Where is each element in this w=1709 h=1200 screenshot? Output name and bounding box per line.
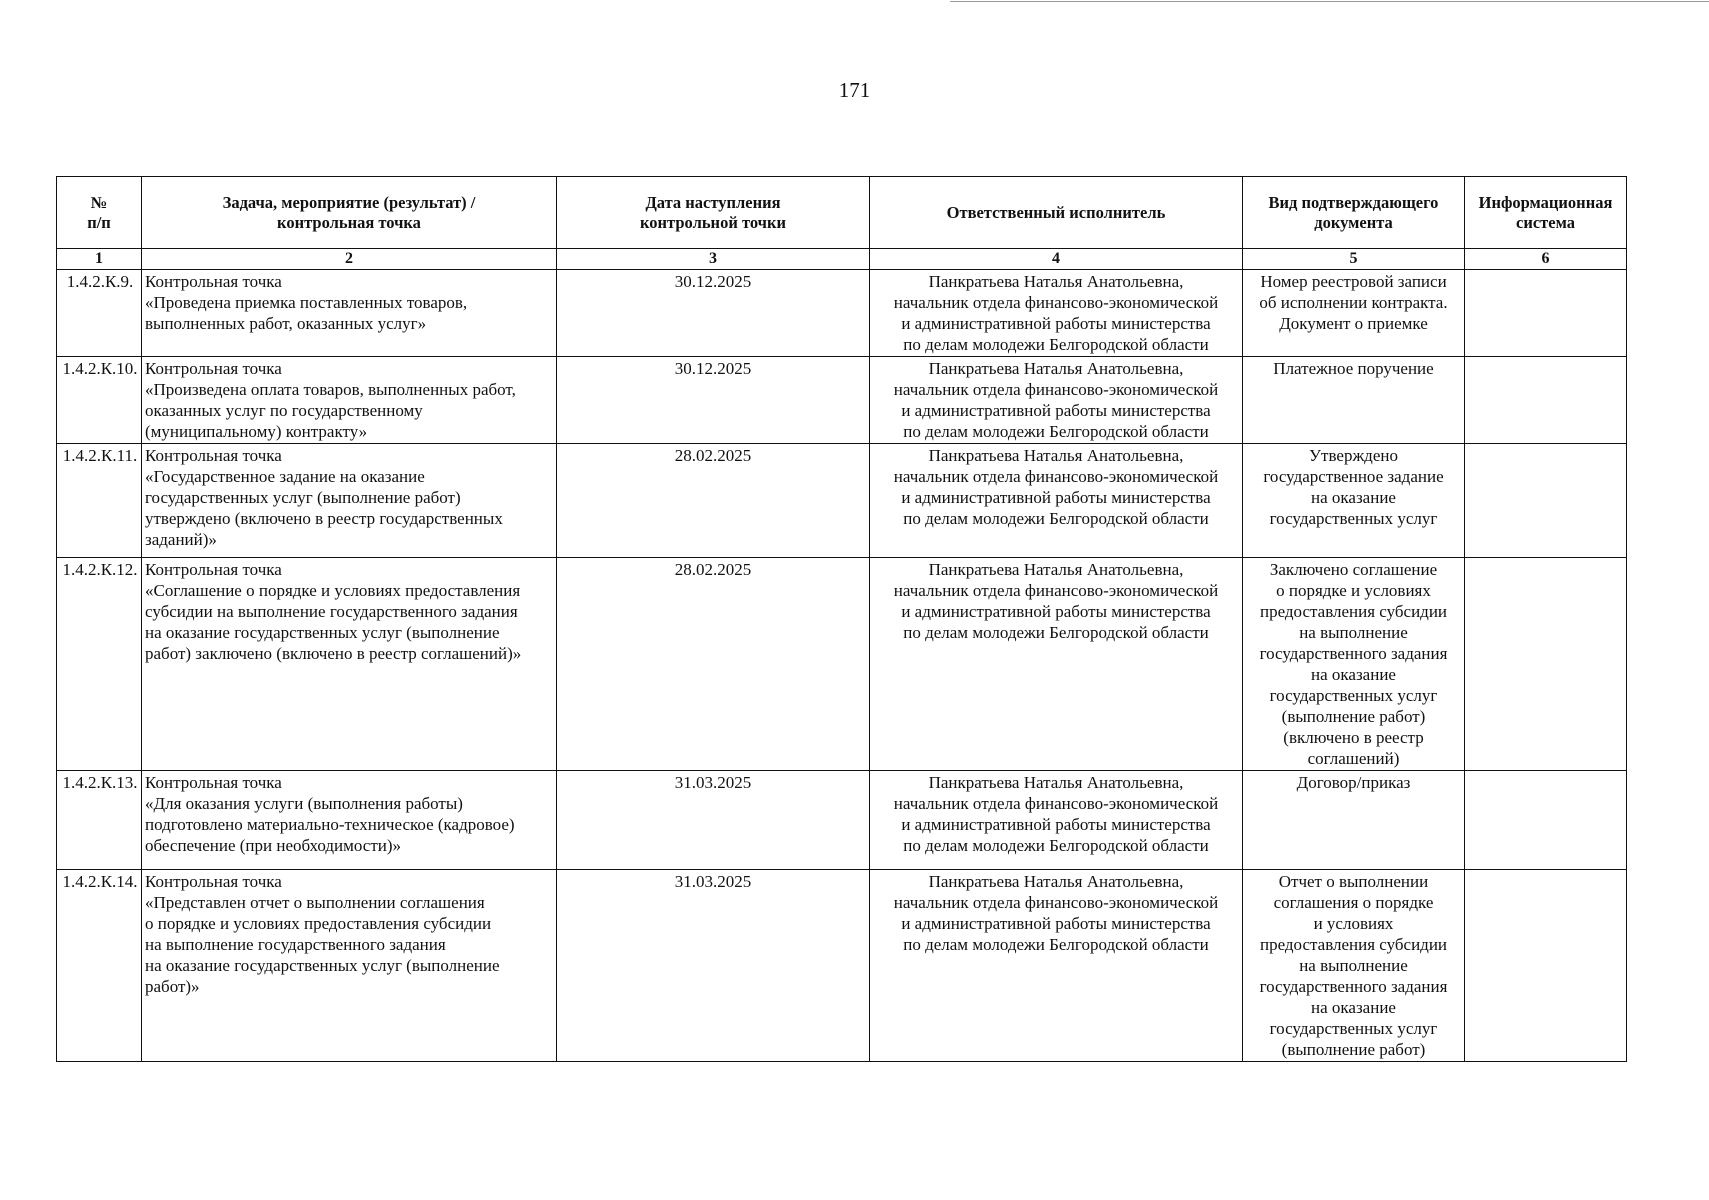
header-task: Задача, мероприятие (результат) / контрольная точка (142, 177, 557, 249)
document-line: государственное задание (1263, 467, 1444, 486)
document-line: Договор/приказ (1296, 773, 1411, 792)
document-line: (выполнение работ) (1281, 1040, 1426, 1059)
scan-edge-line (950, 1, 1709, 2)
task-line: утверждено (включено в реестр государственных (145, 509, 503, 528)
task-cell (142, 771, 557, 870)
document-line: соглашений) (1307, 749, 1400, 768)
row-number: 1.4.2.К.13. (57, 771, 142, 870)
document-line: Утверждено (1309, 446, 1398, 465)
task-line: подготовлено материально-техническое (кадровое) (145, 815, 515, 834)
task-line: Контрольная точка (145, 872, 282, 891)
executor-line: по делам молодежи Белгородской области (903, 422, 1209, 441)
row-number: 1.4.2.К.14. (57, 870, 142, 1062)
document-line: о порядке и условиях (1276, 581, 1431, 600)
task-line: Контрольная точка (145, 272, 282, 291)
document-line: предоставления субсидии (1259, 935, 1448, 954)
executor-line: начальник отдела финансово-экономической (893, 380, 1219, 399)
document-line: государственных услуг (1269, 509, 1438, 528)
column-number: 5 (1243, 249, 1465, 270)
document-line: и условиях (1313, 914, 1394, 933)
document-cell (1243, 870, 1465, 1062)
task-line: на оказание государственных услуг (выполнение (145, 623, 500, 642)
table-row (57, 357, 1627, 444)
table-row (57, 444, 1627, 558)
date-cell: 30.12.2025 (557, 357, 870, 444)
document-line: Платежное поручение (1273, 359, 1434, 378)
task-line: «Для оказания услуги (выполнения работы) (145, 794, 463, 813)
task-line: «Проведена приемка поставленных товаров, (145, 293, 468, 312)
task-cell (142, 270, 557, 357)
document-line: Заключено соглашение (1269, 560, 1438, 579)
executor-line: Панкратьева Наталья Анатольевна, (928, 446, 1184, 465)
document-line: государственных услуг (1269, 686, 1438, 705)
document-line: государственного задания (1259, 644, 1448, 663)
executor-line: и административной работы министерства (901, 401, 1211, 420)
executor-line: и административной работы министерства (901, 914, 1211, 933)
column-number: 1 (57, 249, 142, 270)
executor-line: Панкратьева Наталья Анатольевна, (928, 560, 1184, 579)
task-cell (142, 357, 557, 444)
page-number: 171 (838, 78, 871, 102)
executor-line: начальник отдела финансово-экономической (893, 467, 1219, 486)
system-cell (1465, 771, 1627, 870)
document-line: на оказание (1311, 488, 1396, 507)
task-line: (муниципальному) контракту» (145, 422, 368, 441)
task-line: субсидии на выполнение государственного задания (145, 602, 518, 621)
column-number: 3 (557, 249, 870, 270)
document-cell (1243, 357, 1465, 444)
executor-cell (870, 558, 1243, 771)
header-system: Информационная система (1465, 177, 1627, 249)
date-cell: 28.02.2025 (557, 558, 870, 771)
executor-line: по делам молодежи Белгородской области (903, 623, 1209, 642)
task-line: «Произведена оплата товаров, выполненных работ, (145, 380, 516, 399)
task-line: «Представлен отчет о выполнении соглашения (145, 893, 485, 912)
executor-line: по делам молодежи Белгородской области (903, 335, 1209, 354)
date-cell: 31.03.2025 (557, 870, 870, 1062)
document-line: Номер реестровой записи (1260, 272, 1447, 291)
task-line: «Соглашение о порядке и условиях предоставления (145, 581, 521, 600)
document-cell (1243, 771, 1465, 870)
executor-line: по делам молодежи Белгородской области (903, 935, 1209, 954)
system-cell (1465, 870, 1627, 1062)
executor-line: Панкратьева Наталья Анатольевна, (928, 272, 1184, 291)
executor-line: и административной работы министерства (901, 602, 1211, 621)
table-body (57, 270, 1627, 1062)
date-cell: 31.03.2025 (557, 771, 870, 870)
task-cell (142, 444, 557, 558)
table-row (57, 558, 1627, 771)
task-line: Контрольная точка (145, 773, 282, 792)
document-line: (выполнение работ) (1281, 707, 1426, 726)
header-date: Дата наступления контрольной точки (557, 177, 870, 249)
document-line: предоставления субсидии (1259, 602, 1448, 621)
task-line: заданий)» (145, 530, 217, 549)
document-line: на оказание (1311, 998, 1396, 1017)
date-cell: 30.12.2025 (557, 270, 870, 357)
task-line: обеспечение (при необходимости)» (145, 836, 402, 855)
document-cell (1243, 558, 1465, 771)
executor-cell (870, 270, 1243, 357)
header-document: Вид подтверждающего документа (1243, 177, 1465, 249)
control-points-table (56, 176, 1627, 1062)
task-line: Контрольная точка (145, 560, 282, 579)
executor-line: по делам молодежи Белгородской области (903, 509, 1209, 528)
task-line: «Государственное задание на оказание (145, 467, 425, 486)
executor-cell (870, 870, 1243, 1062)
document-line: Документ о приемке (1279, 314, 1428, 333)
table-row (57, 270, 1627, 357)
document-line: (включено в реестр (1283, 728, 1424, 747)
row-number: 1.4.2.К.9. (57, 270, 142, 357)
task-line: оказанных услуг по государственному (145, 401, 423, 420)
document-line: на оказание (1311, 665, 1396, 684)
column-number: 4 (870, 249, 1243, 270)
row-number: 1.4.2.К.12. (57, 558, 142, 771)
task-line: Контрольная точка (145, 359, 282, 378)
document-line: об исполнении контракта. (1259, 293, 1448, 312)
executor-line: Панкратьева Наталья Анатольевна, (928, 359, 1184, 378)
task-cell (142, 558, 557, 771)
task-line: государственных услуг (выполнение работ) (145, 488, 461, 507)
column-number-row (57, 249, 1627, 270)
executor-line: начальник отдела финансово-экономической (893, 581, 1219, 600)
task-line: на оказание государственных услуг (выполнение (145, 956, 500, 975)
document-line: Отчет о выполнении (1278, 872, 1429, 891)
executor-line: по делам молодежи Белгородской области (903, 836, 1209, 855)
row-number: 1.4.2.К.10. (57, 357, 142, 444)
table-row (57, 771, 1627, 870)
document-line: на выполнение (1299, 623, 1408, 642)
executor-line: Панкратьева Наталья Анатольевна, (928, 872, 1184, 891)
executor-line: и административной работы министерства (901, 815, 1211, 834)
executor-line: начальник отдела финансово-экономической (893, 293, 1219, 312)
document-line: государственного задания (1259, 977, 1448, 996)
document-line: на выполнение (1299, 956, 1408, 975)
header-num: № п/п (57, 177, 142, 249)
executor-cell (870, 357, 1243, 444)
executor-line: начальник отдела финансово-экономической (893, 794, 1219, 813)
task-line: о порядке и условиях предоставления субсидии (145, 914, 492, 933)
row-number: 1.4.2.К.11. (57, 444, 142, 558)
task-line: выполненных работ, оказанных услуг» (145, 314, 427, 333)
system-cell (1465, 357, 1627, 444)
column-number: 2 (142, 249, 557, 270)
executor-line: и административной работы министерства (901, 488, 1211, 507)
table-row (57, 870, 1627, 1062)
executor-line: Панкратьева Наталья Анатольевна, (928, 773, 1184, 792)
table-header (57, 177, 1627, 270)
header-executor: Ответственный исполнитель (870, 177, 1243, 249)
document-cell (1243, 444, 1465, 558)
system-cell (1465, 558, 1627, 771)
system-cell (1465, 270, 1627, 357)
executor-line: и административной работы министерства (901, 314, 1211, 333)
document-line: государственных услуг (1269, 1019, 1438, 1038)
document-line: соглашения о порядке (1273, 893, 1434, 912)
task-line: Контрольная точка (145, 446, 282, 465)
system-cell (1465, 444, 1627, 558)
task-line: на выполнение государственного задания (145, 935, 446, 954)
executor-line: начальник отдела финансово-экономической (893, 893, 1219, 912)
column-number: 6 (1465, 249, 1627, 270)
document-cell (1243, 270, 1465, 357)
task-line: работ) заключено (включено в реестр соглашений)» (145, 644, 522, 663)
date-cell: 28.02.2025 (557, 444, 870, 558)
executor-cell (870, 444, 1243, 558)
task-line: работ)» (145, 977, 200, 996)
executor-cell (870, 771, 1243, 870)
task-cell (142, 870, 557, 1062)
header-row (57, 177, 1627, 249)
